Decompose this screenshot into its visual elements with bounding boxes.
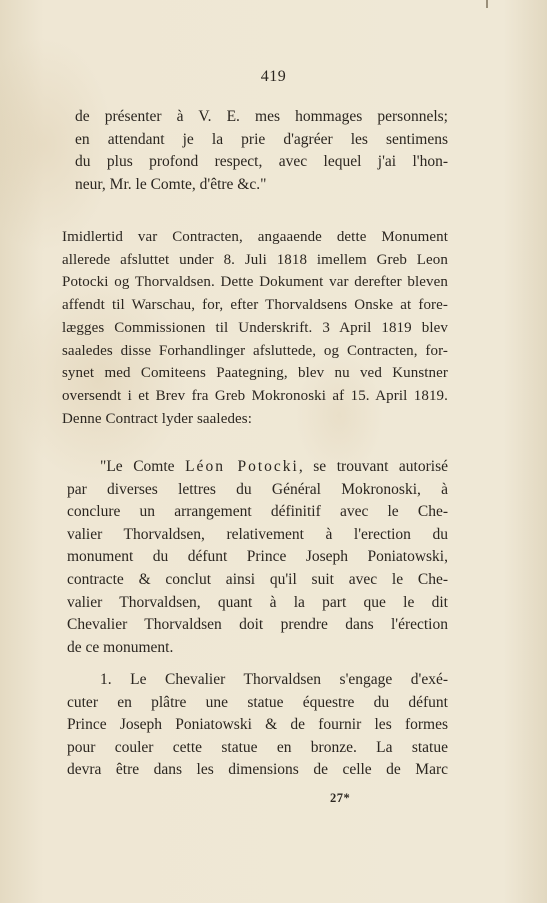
text-line: saaledes disse Forhandlinger afsluttede, og Contracten, for-: [62, 342, 448, 359]
text-line: oversendt i et Brev fra Greb Mokronoski af 15. April 1819.: [62, 387, 448, 404]
contract-opening-line: [67, 456, 448, 479]
contract-suffix: , se trouvant autorisé: [298, 458, 448, 475]
text-line: devra être dans les dimensions de celle de Marc: [67, 761, 448, 779]
text-line: Prince Joseph Poniatowski & de fournir les formes: [67, 716, 448, 734]
contract-party-name: Léon Potocki: [185, 458, 299, 475]
text-line: synet med Comiteens Paategning, blev nu ved Kunstner: [62, 365, 448, 382]
text-line: par diverses lettres du Général Mokronoski, à: [67, 480, 448, 498]
top-paragraph: [75, 106, 448, 196]
contract-prefix: "Le Comte: [100, 458, 186, 475]
text-line: de ce monument.: [67, 638, 174, 656]
danish-paragraph: [62, 226, 448, 430]
text-line: 1. Le Chevalier Thorvaldsen s'engage d'exé-: [100, 671, 448, 688]
text-line: de présenter à V. E. mes hommages personnels;: [75, 108, 448, 125]
text-line: pour couler cette statue en bronze. La statue: [67, 738, 448, 756]
page-number: 419: [260, 68, 287, 85]
text-line: cuter en plâtre une statue équestre du défunt: [67, 693, 448, 711]
text-line: Imidlertid var Contracten, angaaende dette Monument: [62, 229, 448, 245]
text-line: du plus profond respect, avec lequel j'ai l'hon-: [75, 153, 448, 171]
text-line: allerede afsluttet under 8. Juli 1818 imellem Greb Leon: [62, 251, 448, 268]
text-line: monument du défunt Prince Joseph Poniatowski,: [67, 548, 448, 566]
text-line: contracte & conclut ainsi qu'il suit avec le Che-: [67, 570, 448, 588]
text-line: valier Thorvaldsen, quant à la part que le dit: [67, 593, 448, 611]
text-line: Denne Contract lyder saaledes:: [62, 410, 253, 427]
article-one-paragraph: [67, 669, 448, 782]
text-line: lægges Commissionen til Underskrift. 3 April 1819 blev: [62, 319, 448, 336]
text-line: Chevalier Thorvaldsen doit prendre dans l'érection: [67, 616, 448, 634]
contract-paragraph: [67, 456, 448, 659]
text-line: valier Thorvaldsen, relativement à l'erection du: [67, 525, 448, 543]
text-line: conclure un arrangement définitif avec le Che-: [67, 503, 448, 521]
text-line: affendt til Warschau, for, efter Thorvaldsens Onske at fore-: [62, 297, 448, 314]
text-line: Potocki og Thorvaldsen. Dette Dokument var derefter bleven: [62, 274, 448, 291]
text-line: neur, Mr. le Comte, d'être &c.": [75, 175, 267, 193]
page-edge-mark: [486, 0, 488, 8]
signature-mark: 27*: [330, 791, 351, 805]
text-line: en attendant je la prie d'agréer les sentimens: [75, 130, 448, 148]
